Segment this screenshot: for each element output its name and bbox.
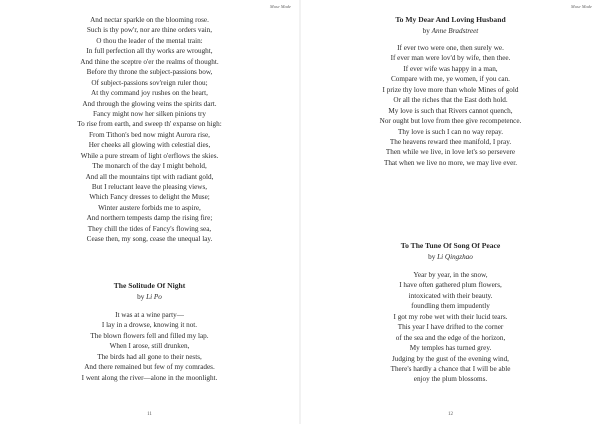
poem-song-of-peace (301, 241, 600, 385)
poem-line: If ever two were one, then surely we. (397, 44, 504, 52)
poem-line: The birds had all gone to their nests, (97, 352, 202, 361)
page-number: 11 (147, 412, 152, 417)
poem-line: There's hardly a chance that I will be able (390, 364, 511, 373)
poem-line: Or all the riches that the East doth hold. (393, 96, 508, 105)
poem-line: And northern tempests damp the rising fire; (86, 214, 213, 223)
poem-byline (0, 292, 299, 303)
poem-line: Winter austere forbids me to aspire, (98, 203, 201, 212)
poem-line: To rise from earth, and sweep th' expanse on high: (77, 120, 222, 129)
poem-line: I have often gathered plum flowers, (399, 281, 502, 290)
by-label: by (422, 26, 430, 35)
by-label: by (428, 252, 436, 261)
poem-line: I prize thy love more than whole Mines of gold (382, 85, 519, 94)
poem-line: But I reluctant leave the pleasing views, (91, 183, 208, 191)
poem-line: I lay in a drowse, knowing it not. (101, 321, 198, 330)
poem-line: Nor ought but love from thee give recompetence. (379, 117, 522, 126)
by-label: by (137, 292, 145, 301)
poem-byline (301, 252, 600, 263)
poem-line: My temples has turned grey. (409, 344, 492, 353)
poem-line: Before thy throne the subject-passions bow, (86, 68, 213, 77)
poem-line: O thou the leader of the mental train: (96, 36, 203, 45)
poem-line: Such is thy pow'r, nor are thine orders vain, (86, 26, 213, 35)
poem-line: If ever wife was happy in a man, (403, 64, 498, 73)
poem-author: Li Qingzhao (437, 252, 473, 261)
poem-line: While a pure stream of light o'erflows the skies. (80, 151, 219, 160)
poem-line: Judging by the gust of the evening wind, (392, 354, 509, 363)
poem-author: Anne Bradstreet (431, 26, 479, 35)
poem-line: From Tithon's bed now might Aurora rise, (89, 130, 210, 139)
poem-dear-loving-husband (301, 15, 600, 168)
poem-line: Fancy might now her silken pinions try (93, 109, 206, 118)
poem-line: of the sea and the edge of the horizon, (395, 333, 506, 342)
poem-line: And nectar sparkle on the blooming rose. (90, 16, 209, 24)
poem-line: And through the glowing veins the spirits dart. (82, 99, 217, 108)
poem-line: If ever man were lov'd by wife, then thee. (390, 54, 511, 63)
poem-line: intoxicated with their beauty. (408, 291, 493, 300)
poem-line: The blown flowers fell and filled my lap. (90, 331, 209, 340)
continuation-stanza (0, 15, 299, 245)
poem-line: Thy love is such I can no way repay. (397, 127, 504, 136)
poem-line: At thy command joy rushes on the heart, (91, 89, 208, 98)
poem-line: Compare with me, ye women, if you can. (391, 75, 510, 84)
running-header: Muse Made (269, 4, 291, 9)
poem-line: And there remained but few of my comrades. (84, 363, 215, 372)
poem-solitude-of-night (0, 281, 299, 383)
poem-author: Li Po (146, 292, 162, 301)
poem-title: To The Tune Of Song Of Peace (400, 241, 501, 250)
running-header: Muse Made (570, 4, 592, 9)
poem-line: And all the mountains tipt with radiant gold, (85, 172, 214, 181)
poem-byline (301, 26, 600, 37)
poem-line: foundling them impudently (411, 302, 490, 311)
poem-line: Her cheeks all glowing with celestial dies, (88, 141, 211, 150)
poem-line: Which Fancy dresses to delight the Muse; (89, 193, 210, 202)
poem-line: Year by year, in the snow, (413, 271, 488, 279)
poem-line: Cease then, my song, cease the unequal lay. (86, 235, 213, 244)
poem-line: The monarch of the day I might behold, (92, 162, 207, 171)
poem-title: To My Dear And Loving Husband (395, 15, 506, 24)
poem-line: They chill the tides of Fancy's flowing sea, (87, 224, 212, 233)
left-page (0, 0, 299, 424)
poem-line: My love is such that Rivers cannot quench, (388, 106, 513, 115)
poem-line: I went along the river—alone in the moonlight. (81, 373, 218, 382)
poem-line: The heavens reward thee manifold, I pray. (389, 137, 512, 146)
right-page (301, 0, 600, 424)
poem-line: I got my robe wet with their lucid tears. (393, 312, 508, 321)
poem-line: This year I have drifted to the corner (397, 323, 504, 332)
poem-line: Of subject-passions sov'reign ruler thou; (91, 78, 208, 87)
poem-title: The Solitude Of Night (113, 281, 186, 290)
poem-line: When I arose, still drunken, (109, 342, 190, 351)
poem-line: That when we live no more, we may live ever. (383, 158, 518, 167)
poem-line: It was at a wine party— (115, 311, 184, 319)
poem-line: enjoy the plum blossoms. (413, 375, 488, 384)
poem-line: And thine the sceptre o'er the realms of thought. (80, 57, 219, 66)
page-number: 12 (448, 412, 453, 417)
poem-line: Then while we live, in love let's so persevere (385, 148, 516, 157)
poem-line: In full perfection all thy works are wrought, (86, 47, 213, 56)
